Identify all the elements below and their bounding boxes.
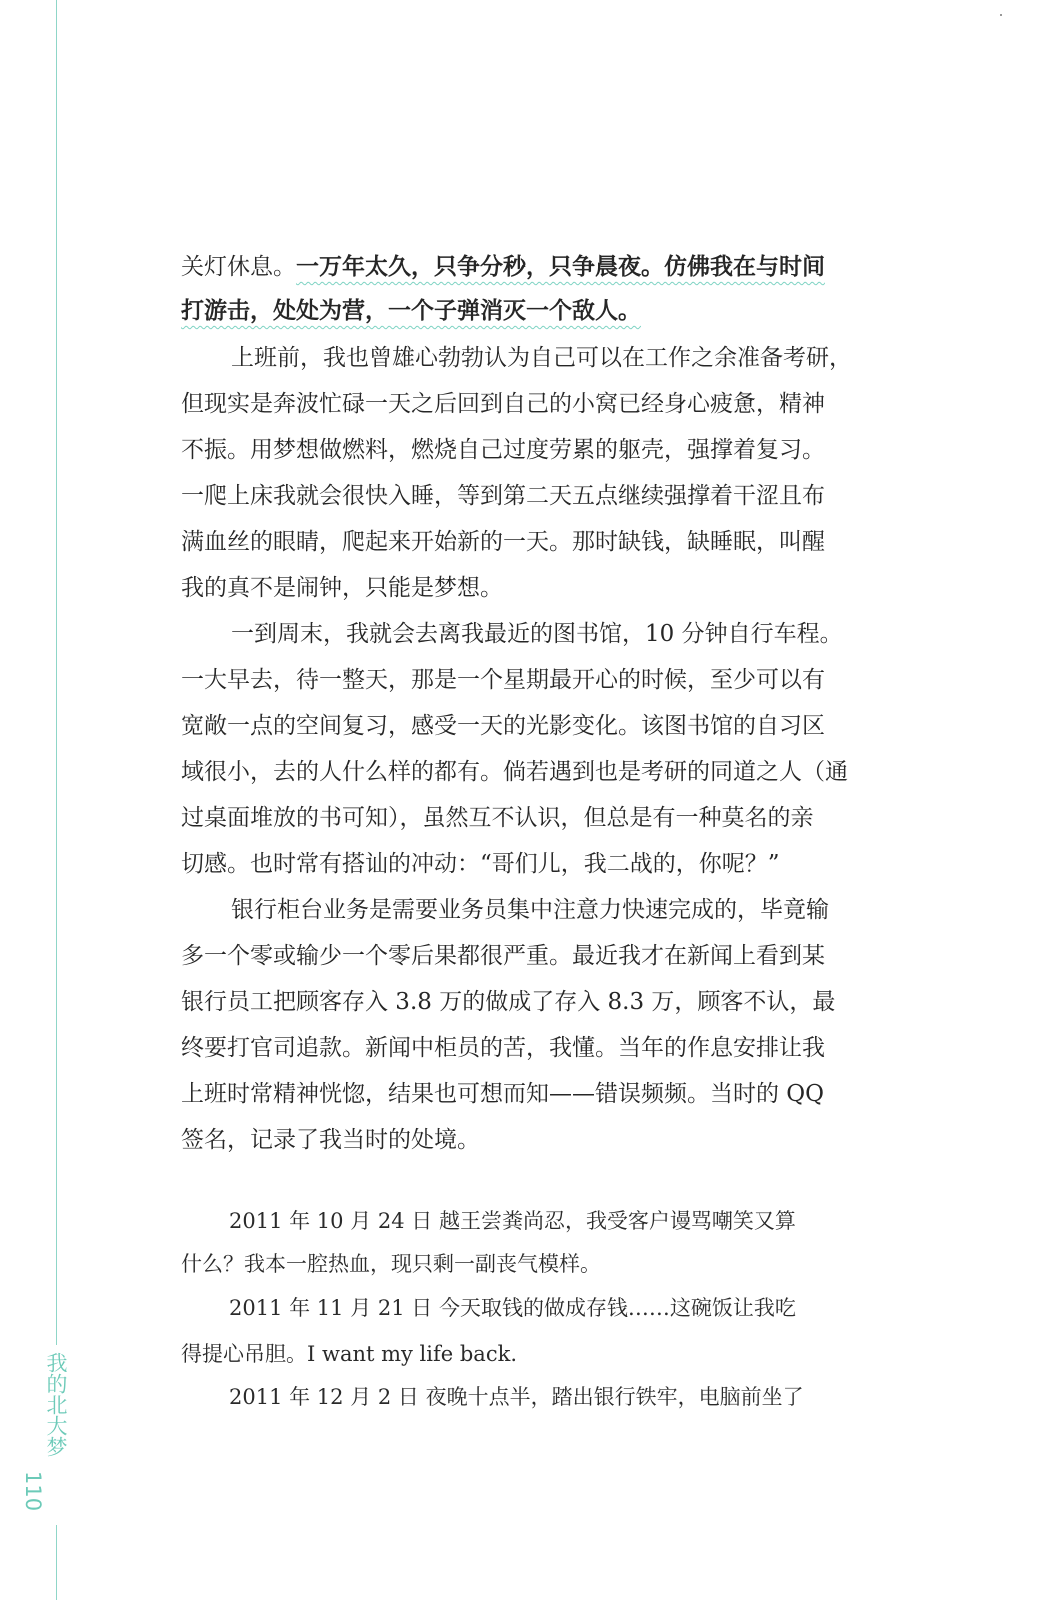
diary-entry-line: 2011 年 12 月 2 日 夜晚十点半，踏出银行铁牢，电脑前坐了	[229, 1385, 804, 1409]
paragraph-2-line: 宽敞一点的空间复习，感受一天的光影变化。该图书馆的自习区	[181, 713, 825, 739]
paragraph-3-line: 银行柜台业务是需要业务员集中注意力快速完成的，毕竟输	[231, 897, 829, 923]
paragraph-3-line: 多一个零或输少一个零后果都很严重。最近我才在新闻上看到某	[181, 943, 825, 969]
paragraph-2-line: 一大早去，待一整天，那是一个星期最开心的时候，至少可以有	[181, 667, 825, 693]
margin-rule-top	[56, 0, 57, 1345]
paragraph-2-line: 一到周末，我就会去离我最近的图书馆，10 分钟自行车程。	[231, 621, 843, 647]
intro-emphasis-text-2: 打游击，处处为营，一个子弹消灭一个敌人。	[181, 297, 641, 324]
paragraph-1-line: 一爬上床我就会很快入睡，等到第二天五点继续强撑着干涩且布	[181, 483, 825, 509]
intro-line-1	[181, 252, 825, 282]
paragraph-2-line: 过桌面堆放的书可知），虽然互不认识，但总是有一种莫名的亲	[181, 805, 814, 831]
margin-rule-bottom	[56, 1525, 57, 1600]
paragraph-3-line: 终要打官司追款。新闻中柜员的苦，我懂。当年的作息安排让我	[181, 1035, 825, 1061]
diary-entry-line: 得提心吊胆。I want my life back.	[181, 1342, 517, 1366]
paragraph-1-line: 但现实是奔波忙碌一天之后回到自己的小窝已经身心疲惫，精神	[181, 391, 825, 417]
paragraph-2-line: 切感。也时常有搭讪的冲动：“哥们儿，我二战的，你呢？”	[181, 851, 780, 877]
paragraph-2-line: 域很小，去的人什么样的都有。倘若遇到也是考研的同道之人（通	[181, 759, 848, 785]
diary-entry-line: 什么？我本一腔热血，现只剩一副丧气模样。	[181, 1252, 601, 1276]
intro-emphasis-text-1: 一万年太久，只争分秒，只争晨夜。仿佛我在与时间	[296, 253, 825, 280]
intro-normal-text: 关灯休息。	[181, 254, 296, 280]
paragraph-1-line: 我的真不是闹钟，只能是梦想。	[181, 575, 503, 601]
intro-line-2	[181, 296, 641, 326]
book-title-vertical: 我的北大梦	[44, 1352, 68, 1457]
paragraph-1-line: 上班前，我也曾雄心勃勃认为自己可以在工作之余准备考研，	[231, 345, 852, 371]
paragraph-1-line: 满血丝的眼睛，爬起来开始新的一天。那时缺钱，缺睡眠，叫醒	[181, 529, 825, 555]
paragraph-3-line: 签名，记录了我当时的处境。	[181, 1127, 480, 1153]
paragraph-3-line: 上班时常精神恍惚，结果也可想而知——错误频频。当时的 QQ	[181, 1081, 825, 1107]
running-footer	[21, 1352, 71, 1512]
diary-entry-line: 2011 年 11 月 21 日 今天取钱的做成存钱……这碗饭让我吃	[229, 1296, 796, 1320]
diary-entry-line: 2011 年 10 月 24 日 越王尝粪尚忍，我受客户谩骂嘲笑又算	[229, 1209, 796, 1233]
scan-speck	[1000, 14, 1002, 16]
paragraph-3-line: 银行员工把顾客存入 3.8 万的做成了存入 8.3 万，顾客不认，最	[181, 989, 836, 1015]
paragraph-1-line: 不振。用梦想做燃料，燃烧自己过度劳累的躯壳，强撑着复习。	[181, 437, 825, 463]
page-number: 110	[21, 1471, 45, 1512]
